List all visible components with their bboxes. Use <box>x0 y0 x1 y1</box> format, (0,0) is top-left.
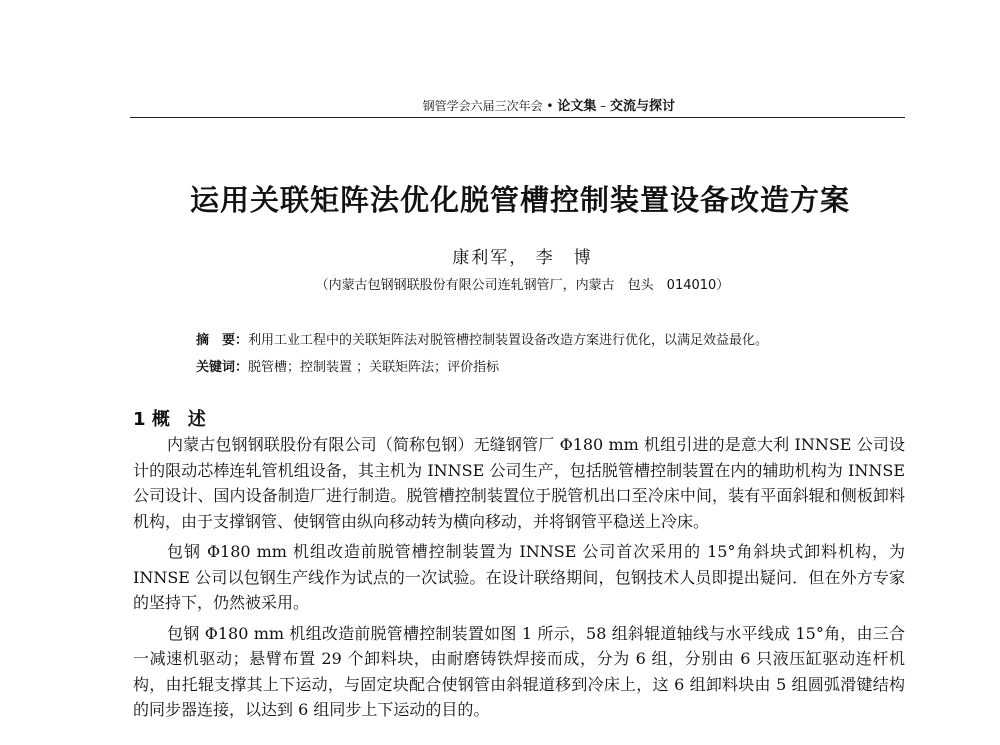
author-affiliation: （内蒙古包钢钢联股份有限公司连轧钢管厂，内蒙古 包头 014010） <box>315 278 730 293</box>
paragraph: 内蒙古包钢钢联股份有限公司（简称包钢）无缝钢管厂 Φ180 mm 机组引进的是意大利 INNSE 公司设计的限动芯棒连轧管机组设备，其主机为 INNSE 公司生产，包括脱管槽控制装置在内的辅助机构为 INNSE 公司设计、国内设备制造厂进行制造。脱管槽控制装置位于脱管机出口至冷床中间，装有平面斜辊和侧板卸料机构，由于支撑钢管、使钢管由纵向移动转为横向移动，并将钢管平稳送上冷床。 <box>133 435 905 531</box>
conference-name: 钢管学会六届三次年会 <box>422 99 543 113</box>
section-name: 交流与探讨 <box>609 99 675 114</box>
body-text <box>133 432 905 728</box>
keywords <box>196 356 499 375</box>
keywords-label: 关键词： <box>196 360 249 375</box>
running-header-text <box>423 95 675 114</box>
paper-title: 运用关联矩阵法优化脱管槽控制装置设备改造方案 <box>189 183 850 217</box>
keywords-text: 脱管槽；控制装置 ；关联矩阵法；评价指标 <box>248 360 500 375</box>
section-number: 1 <box>133 409 146 430</box>
collection-name: 论文集 <box>557 99 597 114</box>
paragraph: 包钢 Φ180 mm 机组改造前脱管槽控制装置为 INNSE 公司首次采用的 15°角斜块式卸料机构，为 INNSE 公司以包钢生产线作为试点的一次试验。在设计联络期间，包钢技术人员即提出疑问．但在外方专家的坚持下，仍然被采用。 <box>133 542 905 612</box>
paragraph: 包钢 Φ180 mm 机组改造前脱管槽控制装置如图 1 所示，58 组斜辊道轴线与水平线成 15°角，由三合一减速机驱动；悬臂布置 29 个卸料块，由耐磨铸铁焊接而成，分为 6 组，分别由 6 只液压缸驱动连杆机构，由托辊支撑其上下运动，与固定块配合使钢管由斜辊道移到冷床上，这 6 组卸料块由 5 组圆弧滑键结构的同步器连接，以达到 6 组同步上下运动的目的。 <box>133 623 905 719</box>
header-dash: – <box>600 99 607 113</box>
header-bullet: • <box>546 99 554 113</box>
section-title: 概 述 <box>151 409 206 430</box>
abstract <box>196 329 768 348</box>
running-header <box>130 93 905 118</box>
author-list: 康利军， 李 博 <box>452 248 593 268</box>
abstract-text: 利用工业工程中的关联矩阵法对脱管槽控制装置设备改造方案进行优化，以满足效益最化。 <box>248 333 769 348</box>
abstract-label: 摘 要： <box>196 333 249 348</box>
section-heading <box>133 405 206 431</box>
